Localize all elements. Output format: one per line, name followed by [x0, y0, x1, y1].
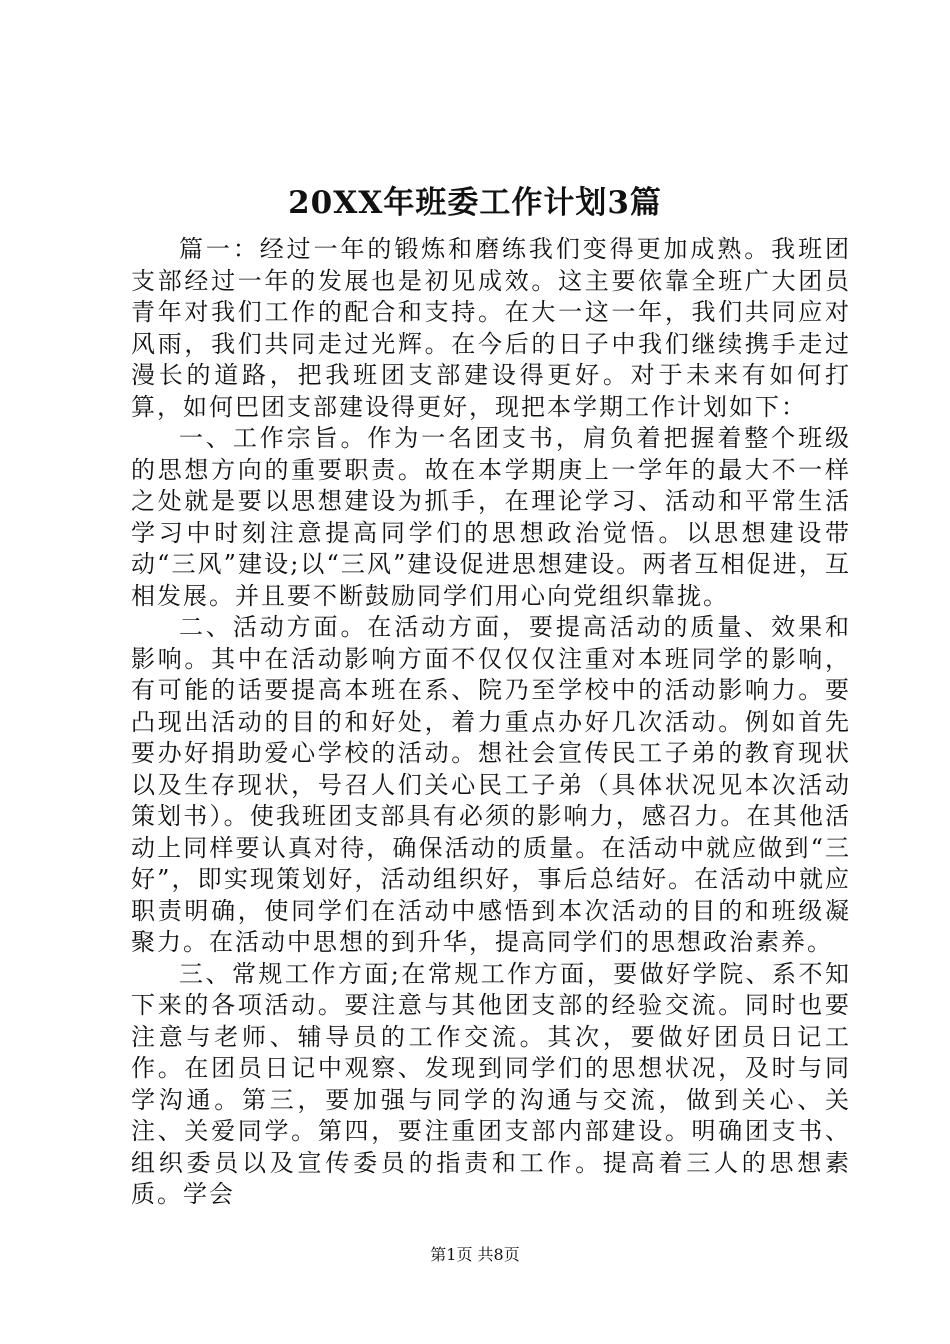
paragraph-intro: 篇一：经过一年的锻炼和磨练我们变得更加成熟。我班团支部经过一年的发展也是初见成效。这主要依靠全班广大团员青年对我们工作的配合和支持。在大一这一年，我们共同应对风雨，我们共同走过光辉。在今后的日子中我们继续携手走过漫长的道路，把我班团支部建设得更好。对于未来有如何打算，如何巴团支部建设得更好，现把本学期工作计划如下： — [131, 235, 851, 421]
page-footer: 第1页 共8页 — [430, 1245, 520, 1264]
paragraph-routine-work: 三、常规工作方面;在常规工作方面，要做好学院、系不知下来的各项活动。要注意与其他团支部的经验交流。同时也要注意与老师、辅导员的工作交流。其次，要做好团员日记工作。在团员日记中观察、发现到同学们的思想状况，及时与同学沟通。第三，要加强与同学的沟通与交流，做到关心、关注、关爱同学。第四，要注重团支部内部建设。明确团支书、组织委员以及宣传委员的指责和工作。提高着三人的思想素质。学会 — [131, 959, 851, 1208]
document-body — [131, 234, 851, 1211]
document-title: 20XX年班委工作计划3篇 — [288, 185, 662, 221]
paragraph-work-purpose: 一、工作宗旨。作为一名团支书，肩负着把握着整个班级的思想方向的重要职责。故在本学期庚上一学年的最大不一样之处就是要以思想建设为抓手，在理论学习、活动和平常生活学习中时刻注意提高同学们的思想政治觉悟。以思想建设带动“三风”建设;以“三风”建设促进思想建设。两者互相促进，互相发展。并且要不断鼓励同学们用心向党组织靠拢。 — [131, 424, 851, 610]
paragraph-activities: 二、活动方面。在活动方面，要提高活动的质量、效果和影响。其中在活动影响方面不仅仅仅注重对本班同学的影响，有可能的话要提高本班在系、院乃至学校中的活动影响力。要凸现出活动的目的和好处，着力重点办好几次活动。例如首先要办好捐助爱心学校的活动。想社会宣传民工子弟的教育现状以及生存现状，号召人们关心民工子弟（具体状况见本次活动策划书）。使我班团支部具有必须的影响力，感召力。在其他活动上同样要认真对待，确保活动的质量。在活动中就应做到“三好”，即实现策划好，活动组织好，事后总结好。在活动中就应职责明确，使同学们在活动中感悟到本次活动的目的和班级凝聚力。在活动中思想的到升华，提高同学们的思想政治素养。 — [131, 613, 851, 956]
